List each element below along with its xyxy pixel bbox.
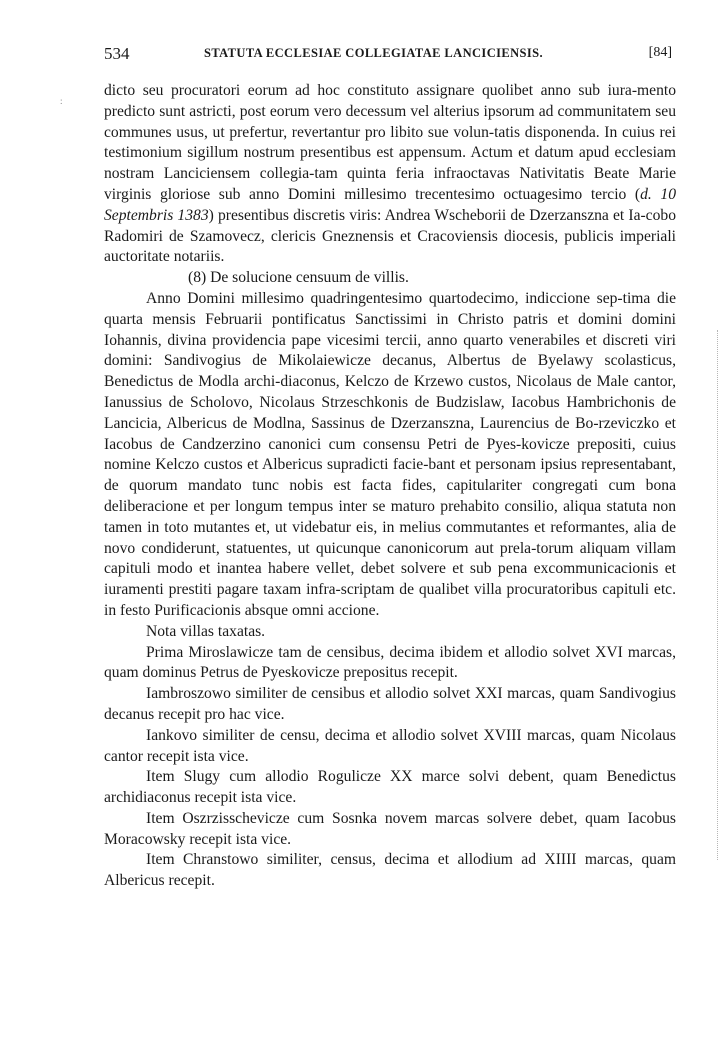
- village-entry: [104, 684, 676, 726]
- running-title: STATUTA ECCLESIAE COLLEGIATAE LANCICIENSIS.: [204, 46, 544, 60]
- village-entry: [104, 643, 676, 685]
- text-segment: Anno Domini millesimo quadringentesimo quartodecimo, indiccione sep-tima die quarta mensis Februarii pontificatus Sanctissimi in Christo patris et domini domini Iohannis, divina providencia pape vicesimi tercii, anno quarto venerabiles et discreti viri domini: Sandivogius de Mikolaiewicze decanus, Albertus de Byelawy scolasticus, Benedictus de Modla archi-diaconus, Kelczo de Krzewo custos, Nicolaus de Male cantor, Ianussius de Scholovo, Nicolaus Strzeschkonis de Budzislaw, Iacobus Hambrichonis de Lancicia, Albericus de Modlna, Sassinus de Dzerzanszna, Laurencius de Bo-rzeviczko et Iacobus de Candzerzino canonici cum consensu Petri de Pyes-kovicze prepositi, cuius nomine Kelczo custos et Albericus supradicti facie-bant et personam ipsius representabant, de quorum mandato tunc nobis est facta fides, capitulariter congregati cum bona deliberacione et per longum tempus inter se maturo prehabito consilio, aliqua statuta non tamen in toto mutantes et, ut videbatur eis, in melius commutantes et reformantes, alia de novo condiderunt, statuentes, ut quicunque canonicorum aut prela-torum aliquam villam capituli modo et inantea habere vellet, debet solvere et sub pena excommunicacionis et iuramenti prestiti pagare taxam infra-scriptam de qualibet villa procuratoribus capituli etc. in festo Purificacionis absque omni accione.: [104, 289, 676, 619]
- page-number: 534: [104, 44, 130, 63]
- folio-number: [84]: [648, 45, 672, 60]
- margin-marks: :: [60, 96, 63, 106]
- village-entry: [104, 809, 676, 851]
- paragraph: [104, 289, 676, 622]
- text-segment: Item Slugy cum allodio Rogulicze XX marce solvi debent, quam Benedictus archidiaconus recepit ista vice.: [104, 768, 676, 807]
- text-segment: (8) De solucione censuum de villis.: [188, 269, 409, 287]
- section-heading: [104, 268, 676, 289]
- text-segment: Prima Miroslawicze tam de censibus, decima ibidem et allodio solvet XVI marcas, quam dominus Petrus de Pyeskovicze prepositus recepit.: [104, 643, 676, 682]
- italic-date: d. 10 Septembris 1383: [104, 185, 676, 224]
- village-entry: [104, 726, 676, 768]
- text-segment: Iankovo similiter de censu, decima et allodio solvet XVIII marcas, quam Nicolaus cantor recepit ista vice.: [104, 726, 676, 765]
- text-segment: dicto seu procuratori eorum ad hoc constituto assignare quolibet anno sub iura-mento predicto sunt astricti, post eorum vero decessum vel alterius ipsorum ad communitatem seu communes usus, ut prefertur, revertantur pro libito sue volun-tatis disponenda. In cuius rei testimonium sigillum nostrum presentibus est appensum. Actum et datum apud ecclesiam nostram Lanciciensem collegia-tam quinta feria infraoctavas Nativitatis Beate Marie virginis gloriose sub anno Domini millesimo trecentesimo octuagesimo tercio (: [104, 82, 676, 203]
- text-segment: Nota villas taxatas.: [146, 622, 266, 640]
- village-entry: [104, 850, 676, 892]
- page-header: [104, 44, 672, 66]
- note-line: [104, 622, 676, 643]
- text-segment: Item Chranstowo similiter, census, decima et allodium ad XIIII marcas, quam Albericus recepit.: [104, 851, 676, 890]
- village-entry: [104, 767, 676, 809]
- text-segment: Iambroszowo similiter de censibus et allodio solvet XXI marcas, quam Sandivogius decanus recepit pro hac vice.: [104, 685, 676, 723]
- right-edge-rule: [716, 330, 718, 860]
- text-segment: ) presentibus discretis viris: Andrea Wscheborii de Dzerzanszna et Ia-cobo Radomiri de Szamovecz, clericis Gneznensis et Cracoviensis diocesis, publicis imperiali auctoritate notariis.: [104, 206, 676, 266]
- text-segment: Item Oszrzisschevicze cum Sosnka novem marcas solvere debet, quam Iacobus Moracowsky recepit ista vice.: [104, 809, 676, 848]
- body-text: [104, 81, 676, 892]
- paragraph: [104, 81, 676, 268]
